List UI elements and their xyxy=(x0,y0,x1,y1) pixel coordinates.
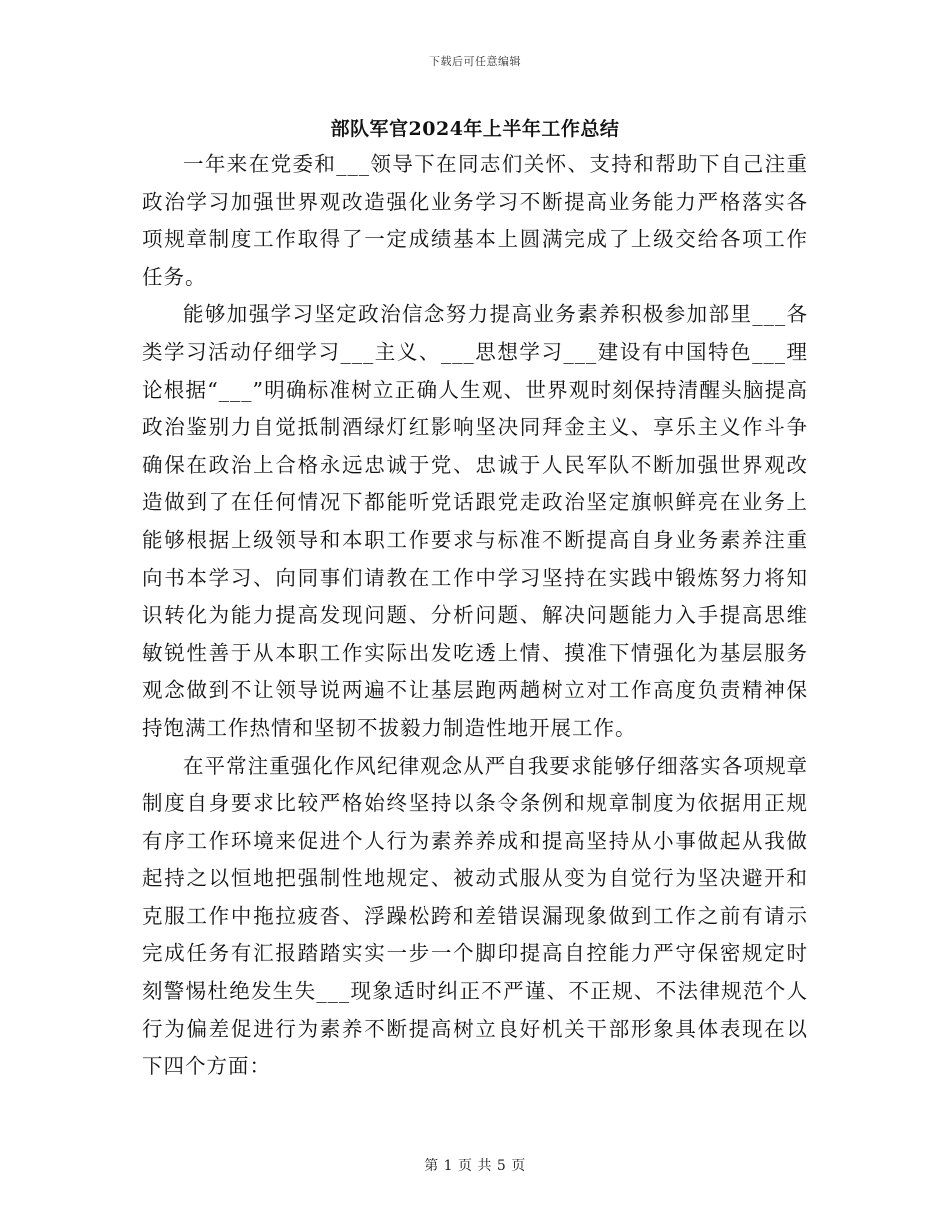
page-number-footer: 第 1 页 共 5 页 xyxy=(424,1158,526,1174)
document-title: 部队军官2024年上半年工作总结 xyxy=(330,118,620,140)
document-body xyxy=(142,146,808,1086)
body-paragraph-2: 能够加强学习坚定政治信念努力提高业务素养积极参加部里___各类学习活动仔细学习___主义、___思想学习___建设有中国特色___理论根据“___”明确标准树立正确人生观、世界观时刻保持清醒头脑提高政治鉴别力自觉抵制酒绿灯红影响坚决同拜金主义、享乐主义作斗争确保在政治上合格永远忠诚于党、忠诚于人民军队不断加强世界观改造做到了在任何情况下都能听党话跟党走政治坚定旗帜鲜亮在业务上能够根据上级领导和本职工作要求与标准不断提高自身业务素养注重向书本学习、向同事们请教在工作中学习坚持在实践中锻炼努力将知识转化为能力提高发现问题、分析问题、解决问题能力入手提高思维敏锐性善于从本职工作实际出发吃透上情、摸准下情强化为基层服务观念做到不让领导说两遍不让基层跑两趟树立对工作高度负责精神保持饱满工作热情和坚韧不拔毅力制造性地开展工作。 xyxy=(142,302,808,740)
body-paragraph-1: 一年来在党委和___领导下在同志们关怀、支持和帮助下自己注重政治学习加强世界观改造强化业务学习不断提高业务能力严格落实各项规章制度工作取得了一定成绩基本上圆满完成了上级交给各项工作任务。 xyxy=(142,152,808,289)
page-header-note: 下载后可任意编辑 xyxy=(429,55,521,68)
body-paragraph-3: 在平常注重强化作风纪律观念从严自我要求能够仔细落实各项规章制度自身要求比较严格始终坚持以条令条例和规章制度为依据用正规有序工作环境来促进个人行为素养养成和提高坚持从小事做起从我做起持之以恒地把强制性地规定、被动式服从变为自觉行为坚决避开和克服工作中拖拉疲沓、浮躁松跨和差错误漏现象做到工作之前有请示完成任务有汇报踏踏实实一步一个脚印提高自控能力严守保密规定时刻警惕杜绝发生失___现象适时纠正不严谨、不正规、不法律规范个人行为偏差促进行为素养不断提高树立良好机关干部形象具体表现在以下四个方面： xyxy=(142,753,808,1079)
